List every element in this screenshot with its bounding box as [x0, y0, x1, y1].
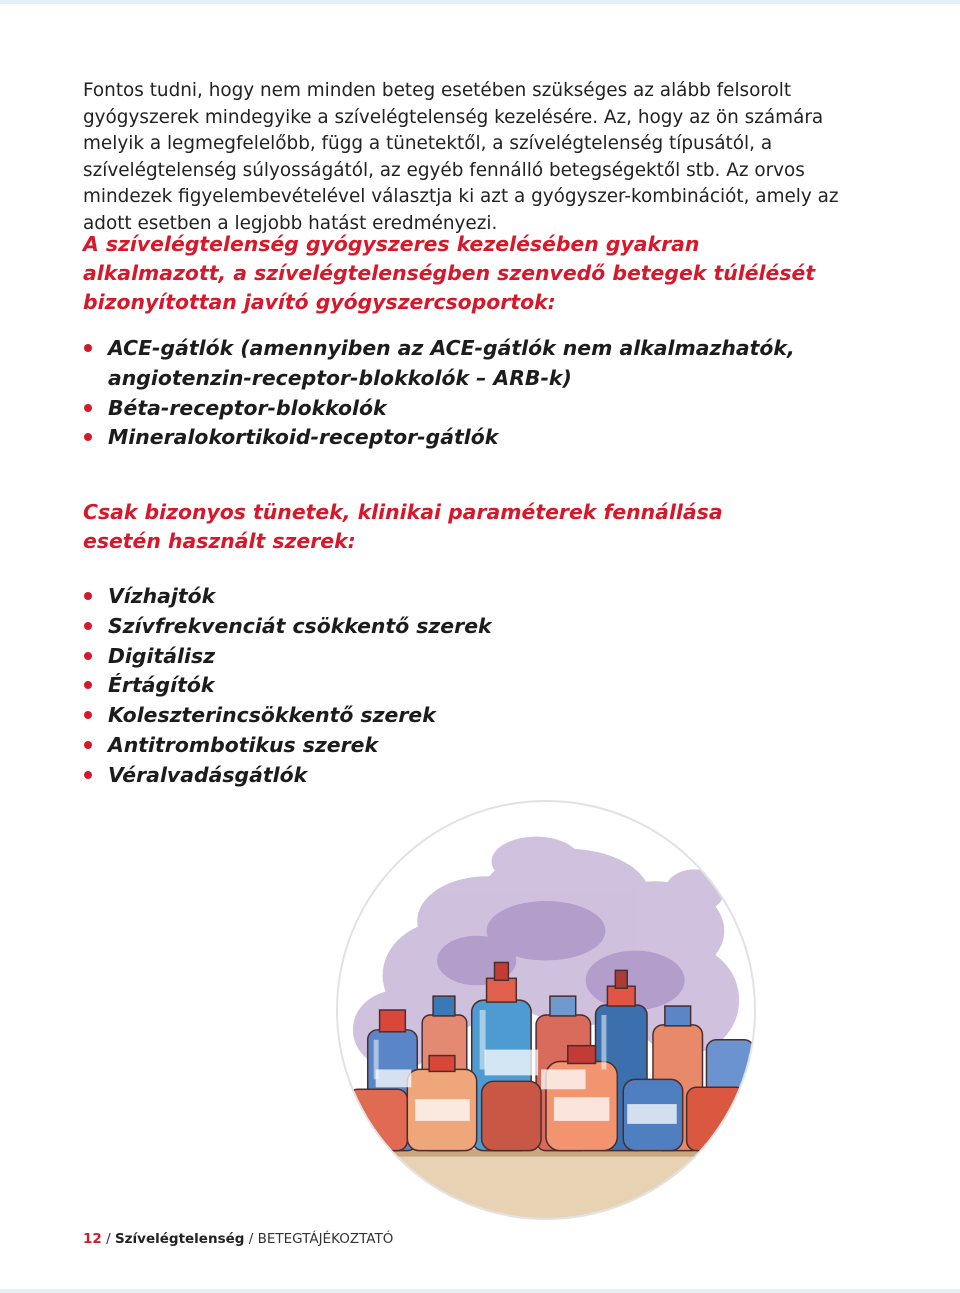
page-number: 12	[83, 1231, 102, 1247]
medicine-bottles-icon	[338, 802, 754, 1218]
bullet-dot-icon	[84, 741, 92, 749]
bullet-dot-icon	[84, 404, 92, 412]
bullet-dot-icon	[84, 592, 92, 600]
list-item	[83, 761, 583, 791]
footer-separator: /	[106, 1231, 111, 1247]
list-item-label: Vízhajtók	[108, 584, 216, 608]
main-drug-group-list	[83, 334, 803, 453]
list-item	[83, 394, 803, 424]
list-item-label: Véralvadásgátlók	[108, 762, 308, 787]
list-item	[83, 612, 583, 642]
medicine-bottles-illustration	[336, 800, 756, 1220]
bullet-dot-icon	[84, 681, 92, 689]
list-item-label: Szívfrekvenciát csökkentő szerek	[108, 613, 492, 638]
list-item	[83, 701, 583, 731]
section2-heading: Csak bizonyos tünetek, klinikai paraméterek fennállása esetén használt szerek:	[83, 500, 723, 553]
section1-heading: A szívelégtelenség gyógyszeres kezelésében gyakran alkalmazott, a szívelégtelenségben szenvedő betegek túlélését bizonyítottan javító gyógyszercsoportok:	[83, 232, 816, 314]
list-item	[83, 731, 583, 761]
list-item-label: Koleszterincsökkentő szerek	[108, 703, 436, 728]
list-item	[83, 423, 803, 453]
bullet-dot-icon	[84, 711, 92, 719]
list-item	[83, 642, 583, 672]
list-item	[83, 334, 803, 394]
list-item-label: Digitálisz	[108, 643, 215, 668]
list-item-label: Mineralokortikoid-receptor-gátlók	[108, 425, 499, 450]
bottom-edge-band	[0, 1289, 960, 1293]
bullet-dot-icon	[84, 622, 92, 630]
bullet-dot-icon	[84, 652, 92, 660]
intro-paragraph: Fontos tudni, hogy nem minden beteg esetében szükséges az alább felsorolt gyógyszerek mindegyike a szívelégtelenség kezelésére. Az, hogy az ön számára melyik a legmegfelelőbb, függ a tünetektől, a szívelégtelenség típusától, a szívelégtelenség súlyosságától, az egyéb fennálló betegségektől stb. Az orvos mindezek figyelembevételével választja ki azt a gyógyszer-kombinációt, amely az adott esetben a legjobb hatást eredményezi.	[83, 80, 839, 234]
footer-title: Szívelégtelenség	[114, 1231, 245, 1247]
list-item-label: Értágítók	[108, 673, 215, 698]
top-edge-band	[0, 0, 960, 4]
list-item-label: ACE-gátlók (amennyiben az ACE-gátlók nem alkalmazhatók, angiotenzin-receptor-blokkolók – ARB-k)	[108, 336, 795, 390]
footer-separator: /	[248, 1231, 254, 1247]
footer-subtitle: BETEGTÁJÉKOZTATÓ	[257, 1231, 394, 1247]
list-item-label: Antitrombotikus szerek	[108, 732, 379, 757]
symptomatic-drug-list	[83, 582, 583, 791]
page-footer	[83, 1230, 393, 1248]
list-item-label: Béta-receptor-blokkolók	[108, 395, 387, 420]
list-item	[83, 582, 583, 612]
bullet-dot-icon	[84, 771, 92, 779]
list-item	[83, 671, 583, 701]
bullet-dot-icon	[84, 433, 92, 441]
bullet-dot-icon	[84, 344, 92, 352]
